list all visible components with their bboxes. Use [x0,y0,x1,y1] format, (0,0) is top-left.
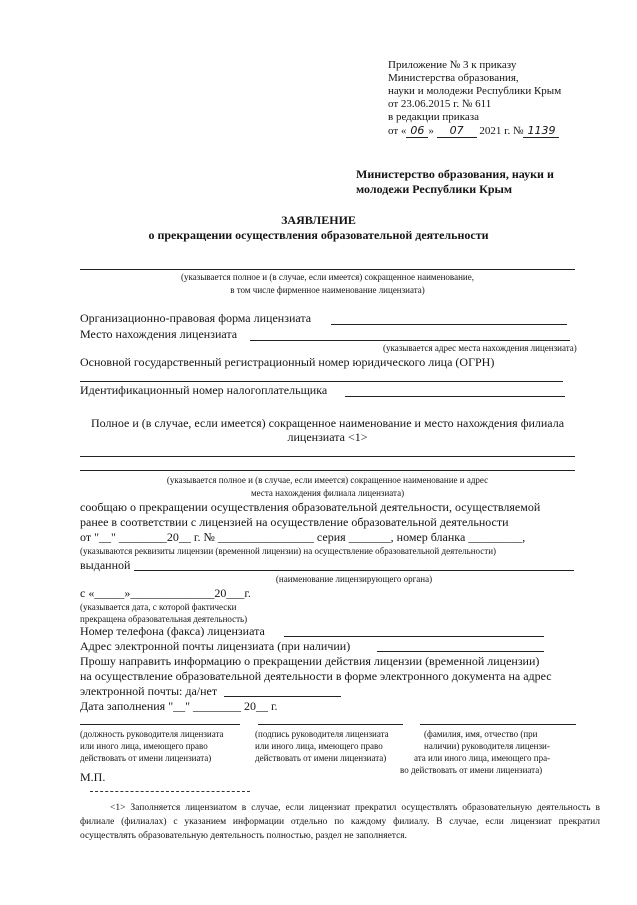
hint-date-1: (указывается дата, с которой фактически [80,602,237,612]
email-label: Адрес электронной почты лицензиата (при наличии) [80,639,351,653]
ogrn-label: Основной государственный регистрационный номер юридического лица (ОГРН) [80,355,495,369]
hint-name-2: в том числе фирменное наименование лицензиата) [230,285,425,295]
from-date: с «_____»______________20___г. [80,586,251,600]
phone-line [284,636,544,637]
issuer-line [134,570,574,571]
inn-line [345,396,565,397]
org-form-line [331,324,567,325]
document-subtitle: о прекращении осуществления образовательной деятельности [148,228,489,242]
phone-label: Номер телефона (факса) лицензиата [80,624,265,638]
appendix-line-5: в редакции приказа [388,111,479,123]
sig-col1-3: действовать от имени лицензиата) [80,753,212,763]
hint-address: (указывается адрес места нахождения лицензиата) [383,343,577,353]
date-number: 1139 [523,124,559,138]
body-line-1: сообщаю о прекращении осуществления образовательной деятельности, осуществляемой [80,500,541,514]
hint-license-details: (указываются реквизиты лицензии (временной лицензии) на осуществление образовательной деятельности) [80,546,497,556]
date-day: 06 [406,124,428,138]
hint-issuer: (наименование лицензирующего органа) [275,574,433,584]
hint-branch-2: места нахождения филиала лицензиата) [250,488,405,498]
signature-line-sign [258,724,403,725]
sig-col2-2: или иного лица, имеющего право [255,741,383,751]
date-prefix: от « [388,125,407,137]
sig-col3-4: во действовать от имени лицензиата) [400,765,543,775]
body-line-3: от "__" ________20__ г. № ________________ серия _______, номер бланка _________, [80,530,526,544]
footnote-separator [90,791,250,792]
fill-date: Дата заполнения "__" ________ 20__ г. [80,699,278,713]
appendix-date-line [388,124,559,138]
request-line-3: электронной почты: да/нет [80,684,218,698]
sig-col3-1: (фамилия, имя, отчество (при [424,729,538,739]
email-line [377,651,544,652]
footnote-text: <1> Заполняется лицензиатом в случае, если лицензиат прекратил осуществлять образовательную деятельность в филиале (филиалах) с указанием информации отдельно по каждому филиалу. В случае, если лицензиат прекратил осуществлять образовательную деятельность полностью, раздел не заполняется. [80,803,600,841]
stamp-label: М.П. [80,770,106,784]
document-title: ЗАЯВЛЕНИЕ [281,213,356,227]
sig-col3-3: ата или иного лица, имеющего пра- [414,753,551,763]
sig-col1-1: (должность руководителя лицензиата [80,729,224,739]
appendix-line-2: Министерства образования, [388,72,519,84]
hint-branch-1: (указывается полное и (в случае, если имеется) сокращенное наименование и адрес [166,475,489,485]
sig-col1-2: или иного лица, имеющего право [80,741,208,751]
issued-label: выданной [80,558,131,572]
signature-line-position [80,724,240,725]
hint-name-1: (указывается полное и (в случае, если имеется) сокращенное наименование, [181,272,474,282]
addressee-line-1: Министерство образования, науки и [356,167,554,181]
date-mid: » [428,125,434,137]
appendix-line-4: от 23.06.2015 г. № 611 [388,98,492,110]
ogrn-line [80,381,563,382]
request-answer-line [224,696,341,697]
org-form-label: Организационно-правовая форма лицензиата [80,311,312,325]
hint-date-2: прекращена образовательная деятельность) [80,614,248,624]
sig-col3-2: наличии) руководителя лицензи- [424,741,550,751]
sig-col2-3: действовать от имени лицензиата) [255,753,387,763]
name-line [80,269,575,270]
branch-heading-2: лицензиата <1> [287,430,368,444]
appendix-line-1: Приложение № 3 к приказу [388,59,517,71]
location-label: Место нахождения лицензиата [80,327,238,341]
appendix-line-3: науки и молодежи Республики Крым [388,85,562,97]
date-year: 2021 г. № [479,125,524,137]
branch-line-2 [80,470,575,471]
location-line [250,340,570,341]
sig-col2-1: (подпись руководителя лицензиата [255,729,389,739]
date-month: 07 [437,124,477,138]
body-line-2: ранее в соответствии с лицензией на осуществление образовательной деятельности [80,515,509,529]
request-line-1: Прошу направить информацию о прекращении действия лицензии (временной лицензии) [80,654,540,668]
branch-heading-1: Полное и (в случае, если имеется) сокращенное наименование и место нахождения филиала [90,416,565,430]
addressee-line-2: молодежи Республики Крым [356,182,513,196]
branch-line-1 [80,456,575,457]
inn-label: Идентификационный номер налогоплательщика [80,383,328,397]
request-line-2: на осуществление образовательной деятельности в форме электронного документа на адрес [80,669,552,683]
signature-line-name [420,724,576,725]
